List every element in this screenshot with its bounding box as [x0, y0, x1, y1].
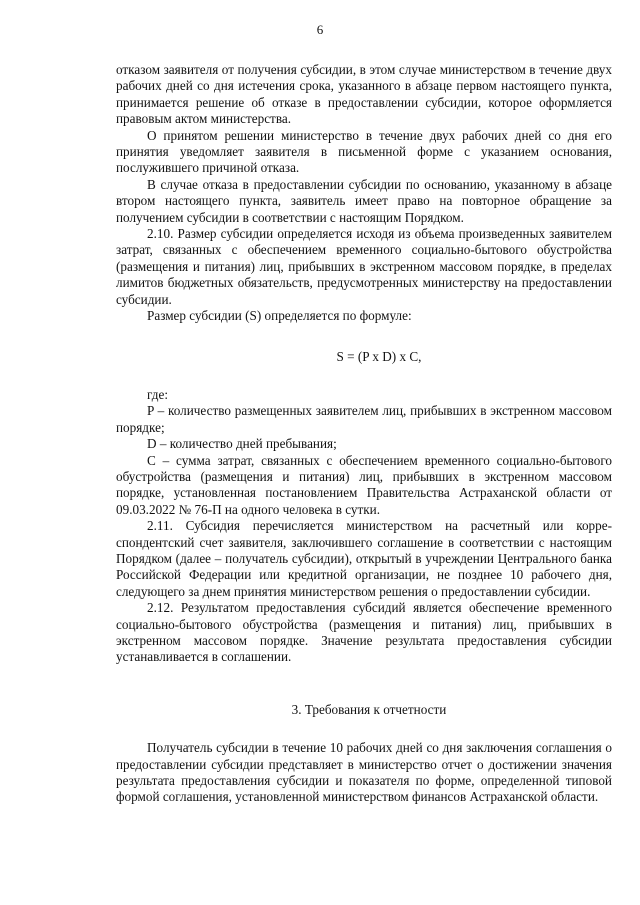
page-number: 6	[316, 22, 324, 37]
paragraph-2-11-transfer: 2.11. Субсидия перечисляется министерством на расчетный или корреспондентский счет заявителя, заключившего соглашение в соответствии с настоящим Порядком (далее – получатель субсидии), открытый в учреждении Центрального банка Российской Федерации или кредитной организации, не позднее 10 рабочего дня, следующего за днем принятия министерством решения о предоставлении субсидии.	[116, 518, 612, 599]
formula-definition-c: C – сумма затрат, связанных с обеспечением временного социально-бытового обустройства (размещения и питания) лиц, прибывших в экстренном массовом порядке, установленная постановлением Правительства Астраханской области от 09.03.2022 № 76-П на одного человека в сутки.	[116, 452, 612, 517]
paragraph-refusal-continuation: отказом заявителя от получения субсидии, в этом случае министерством в течение двух рабочих дней со дня истечения срока, указанного в абзаце первом настоящего пункта, принимается решение об отказе в предоставлении субсидии, которое оформляется правовым актом министерства.	[116, 62, 612, 127]
paragraph-formula-intro: Размер субсидии (S) определяется по формуле:	[147, 308, 412, 324]
paragraph-notification: О принятом решении министерство в течение двух рабочих дней со дня его принятия уведомляет заявителя в письменной форме с указанием основания, послужившего причиной отказа.	[116, 127, 612, 176]
document-body	[116, 62, 612, 806]
formula-definition-p: P – количество размещенных заявителем лиц, прибывших в экстренном массовом порядке;	[116, 403, 612, 435]
formula-where-label: где:	[147, 386, 168, 402]
paragraph-2-12-result: 2.12. Результатом предоставления субсидий является обеспечение временного социально-бытового обустройства (размещения и питания) лиц, прибывших в экстренном массовом порядке. Значение результата предоставления субсидии устанавливается в соглашении.	[116, 600, 612, 665]
subsidy-formula: S = (P x D) x C,	[336, 348, 422, 364]
section-title-reporting: 3. Требования к отчетности	[291, 701, 447, 717]
paragraph-reporting-requirements: Получатель субсидии в течение 10 рабочих дней со дня заключения соглашения о предоставлении субсидии представляет в министерство отчет о достижении значения результата предоставления субсидии и показателя по форме, определенной типовой формой соглашения, установленной министерством финансов Астраханской области.	[116, 740, 612, 805]
formula-definition-d: D – количество дней пребывания;	[147, 436, 337, 452]
paragraph-reapplication: В случае отказа в предоставлении субсидии по основанию, указанному в абзаце втором настоящего пункта, заявитель имеет право на повторное обращение за получением субсидии в соответствии с настоящим Порядком.	[116, 176, 612, 225]
paragraph-2-10-subsidy-size: 2.10. Размер субсидии определяется исходя из объема произведенных заявителем затрат, связанных с обеспечением временного социально-бытового обустройства (размещения и питания) лиц, прибывших в экстренном массовом порядке, в пределах лимитов бюджетных обязательств, предусмотренных министерству на предоставлении субсидии.	[116, 226, 612, 307]
